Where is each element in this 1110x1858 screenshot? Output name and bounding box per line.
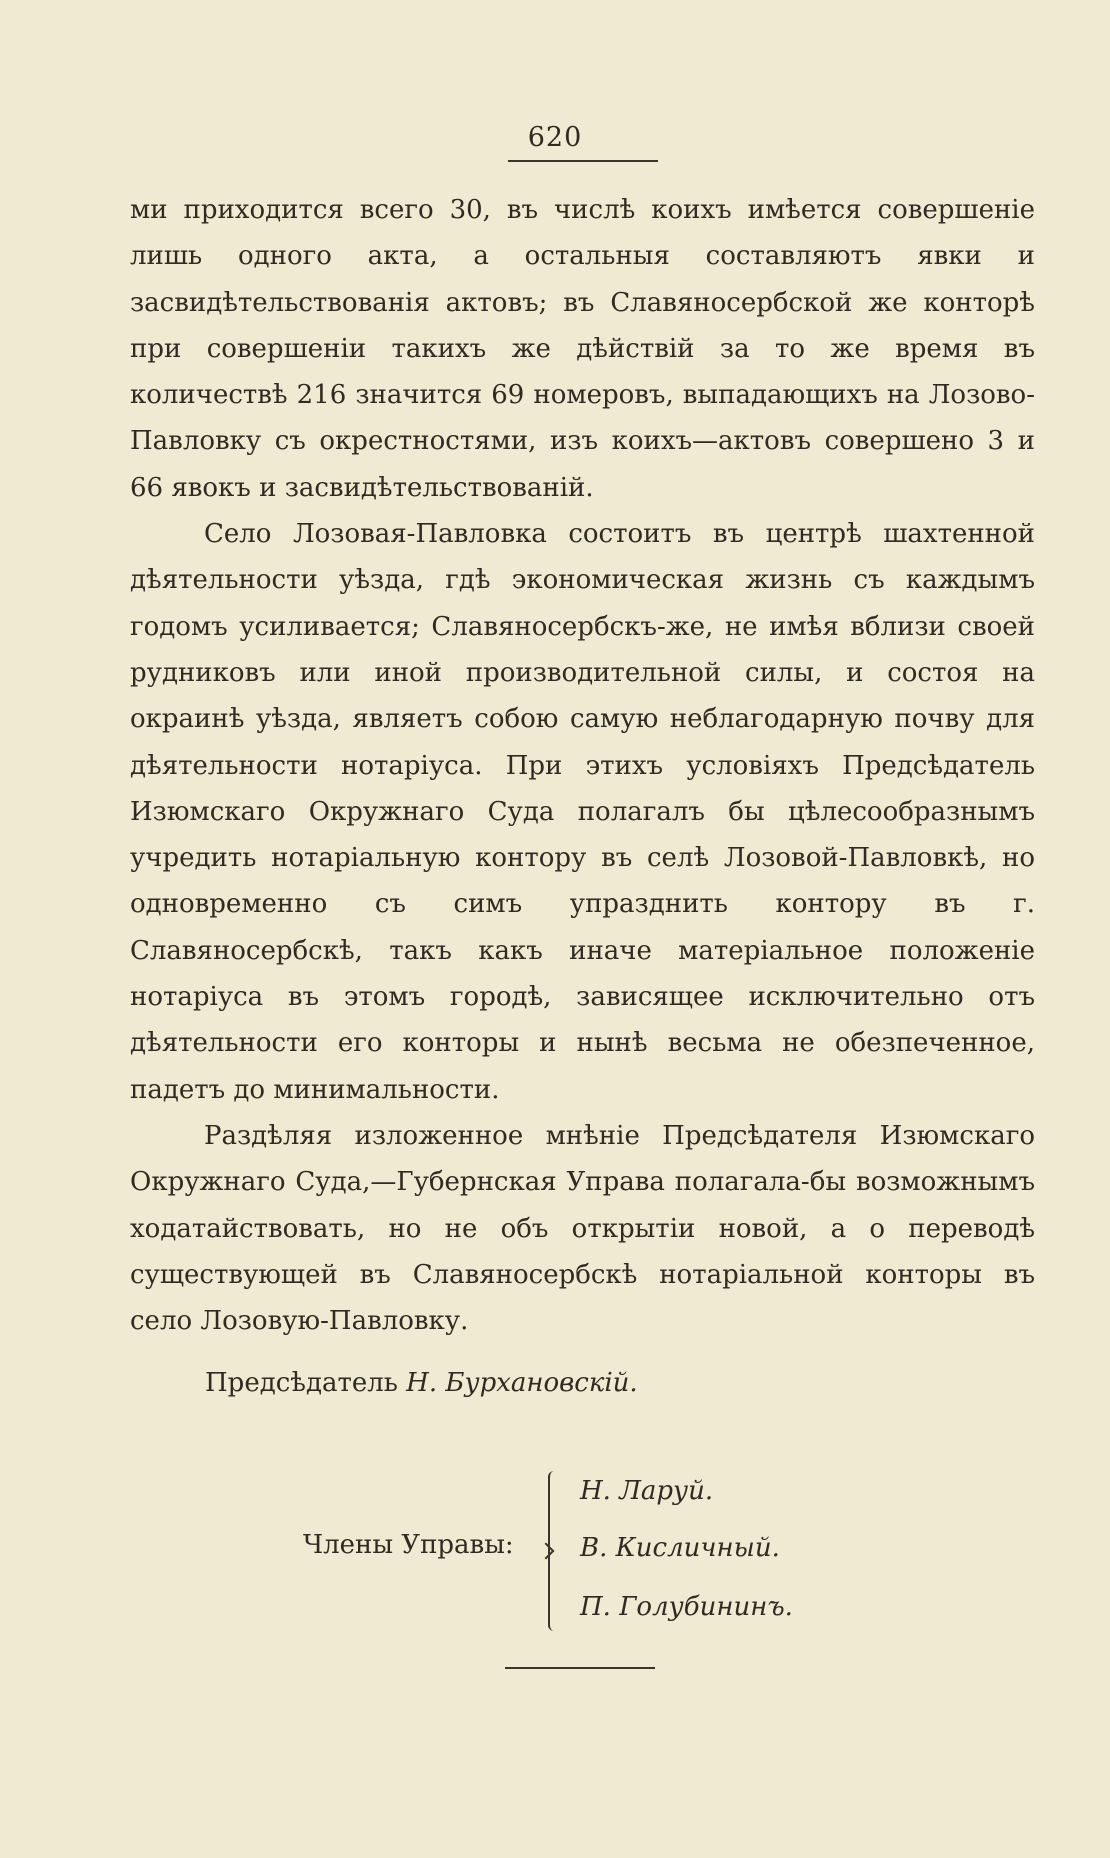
page-number: 620: [527, 122, 583, 153]
chair-title: Предсѣдатель: [205, 1368, 398, 1398]
paragraph-continued: ми приходится всего 30, въ числѣ коихъ имѣется совершеніе лишь одного акта, а остальныя составляютъ явки и засвидѣтельствованія актовъ; въ Славяносербской же конторѣ при совершеніи такихъ же дѣйствій за то же время въ количествѣ 216 значится 69 номеровъ, выпадающихъ на Лозово-Павловку съ окрестностями, изъ коихъ—актовъ совершено 3 и 66 явокъ и засвидѣтельствованій.: [130, 195, 1035, 503]
chair-signature: [205, 1368, 638, 1398]
paragraph-conclusion: Раздѣляя изложенное мнѣніе Предсѣдателя Изюмскаго Окружнаго Суда,—Губернская Управа полагала-бы возможнымъ ходатайствовать, но не объ открытіи новой, а о переводѣ существующей въ Славяносербскѣ нотаріальной конторы въ село Лозовую-Павловку.: [130, 1120, 1035, 1337]
paragraph-lozovaya-pavlovka: Село Лозовая-Павловка состоитъ въ центрѣ шахтенной дѣятельности уѣзда, гдѣ экономическая жизнь съ каждымъ годомъ усиливается; Славяносербскъ-же, не имѣя вблизи своей рудниковъ или иной производительной силы, и состоя на окраинѣ уѣзда, являетъ собою самую неблагодарную почву для дѣятельности нотаріуса. При этихъ условіяхъ Предсѣдатель Изюмскаго Окружнаго Суда полагалъ бы цѣлесообразнымъ учредить нотаріальную контору въ селѣ Лозовой-Павловкѣ, но одновременно съ симъ упразднить контору въ г. Славяносербскѣ, такъ какъ иначе матеріальное положеніе нотаріуса въ этомъ городѣ, зависящее исключительно отъ дѣятельности его конторы и нынѣ весьма не обезпеченное, падетъ до минимальности.: [130, 519, 1035, 1105]
body-text: [130, 187, 1035, 1344]
member-signature: Н. Ларуй.: [580, 1476, 714, 1506]
header-rule: [508, 160, 658, 162]
members-label: Члены Управы:: [303, 1530, 514, 1560]
member-signature: П. Голубининъ.: [580, 1592, 793, 1622]
chair-name: Н. Бурхановскій.: [406, 1368, 638, 1398]
closing-rule: [505, 1667, 655, 1669]
member-signature: В. Кисличный.: [580, 1533, 780, 1563]
members-brace: [548, 1471, 564, 1631]
